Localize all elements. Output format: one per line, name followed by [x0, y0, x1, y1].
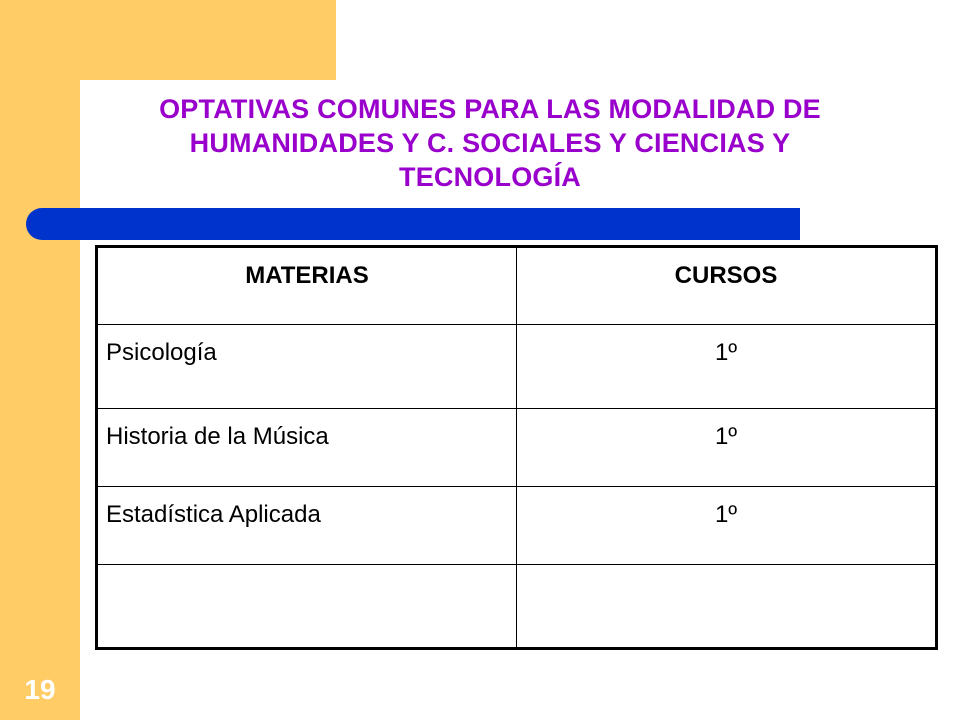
table-row	[97, 325, 937, 409]
header-materias: MATERIAS	[97, 247, 517, 325]
title-line-1: OPTATIVAS COMUNES PARA LAS MODALIDAD DE	[159, 94, 821, 124]
table-row	[97, 487, 937, 565]
course-cell: 1º	[517, 325, 937, 409]
blue-divider-bar	[26, 208, 800, 240]
subject-cell: Historia de la Música	[97, 409, 517, 487]
course-cell: 1º	[517, 487, 937, 565]
slide-title	[100, 92, 880, 194]
title-line-2: HUMANIDADES Y C. SOCIALES Y CIENCIAS Y	[189, 128, 791, 158]
table-row	[97, 565, 937, 649]
left-decorative-band	[0, 0, 80, 720]
top-decorative-band	[80, 0, 336, 80]
subject-cell: Estadística Aplicada	[97, 487, 517, 565]
subjects-table	[95, 245, 938, 650]
table-header-row	[97, 247, 937, 325]
subject-cell: Psicología	[97, 325, 517, 409]
course-cell: 1º	[517, 409, 937, 487]
page-number: 19	[24, 674, 56, 705]
table-row	[97, 409, 937, 487]
course-cell	[517, 565, 937, 649]
header-cursos: CURSOS	[517, 247, 937, 325]
title-line-3: TECNOLOGÍA	[399, 162, 581, 192]
subject-cell	[97, 565, 517, 649]
